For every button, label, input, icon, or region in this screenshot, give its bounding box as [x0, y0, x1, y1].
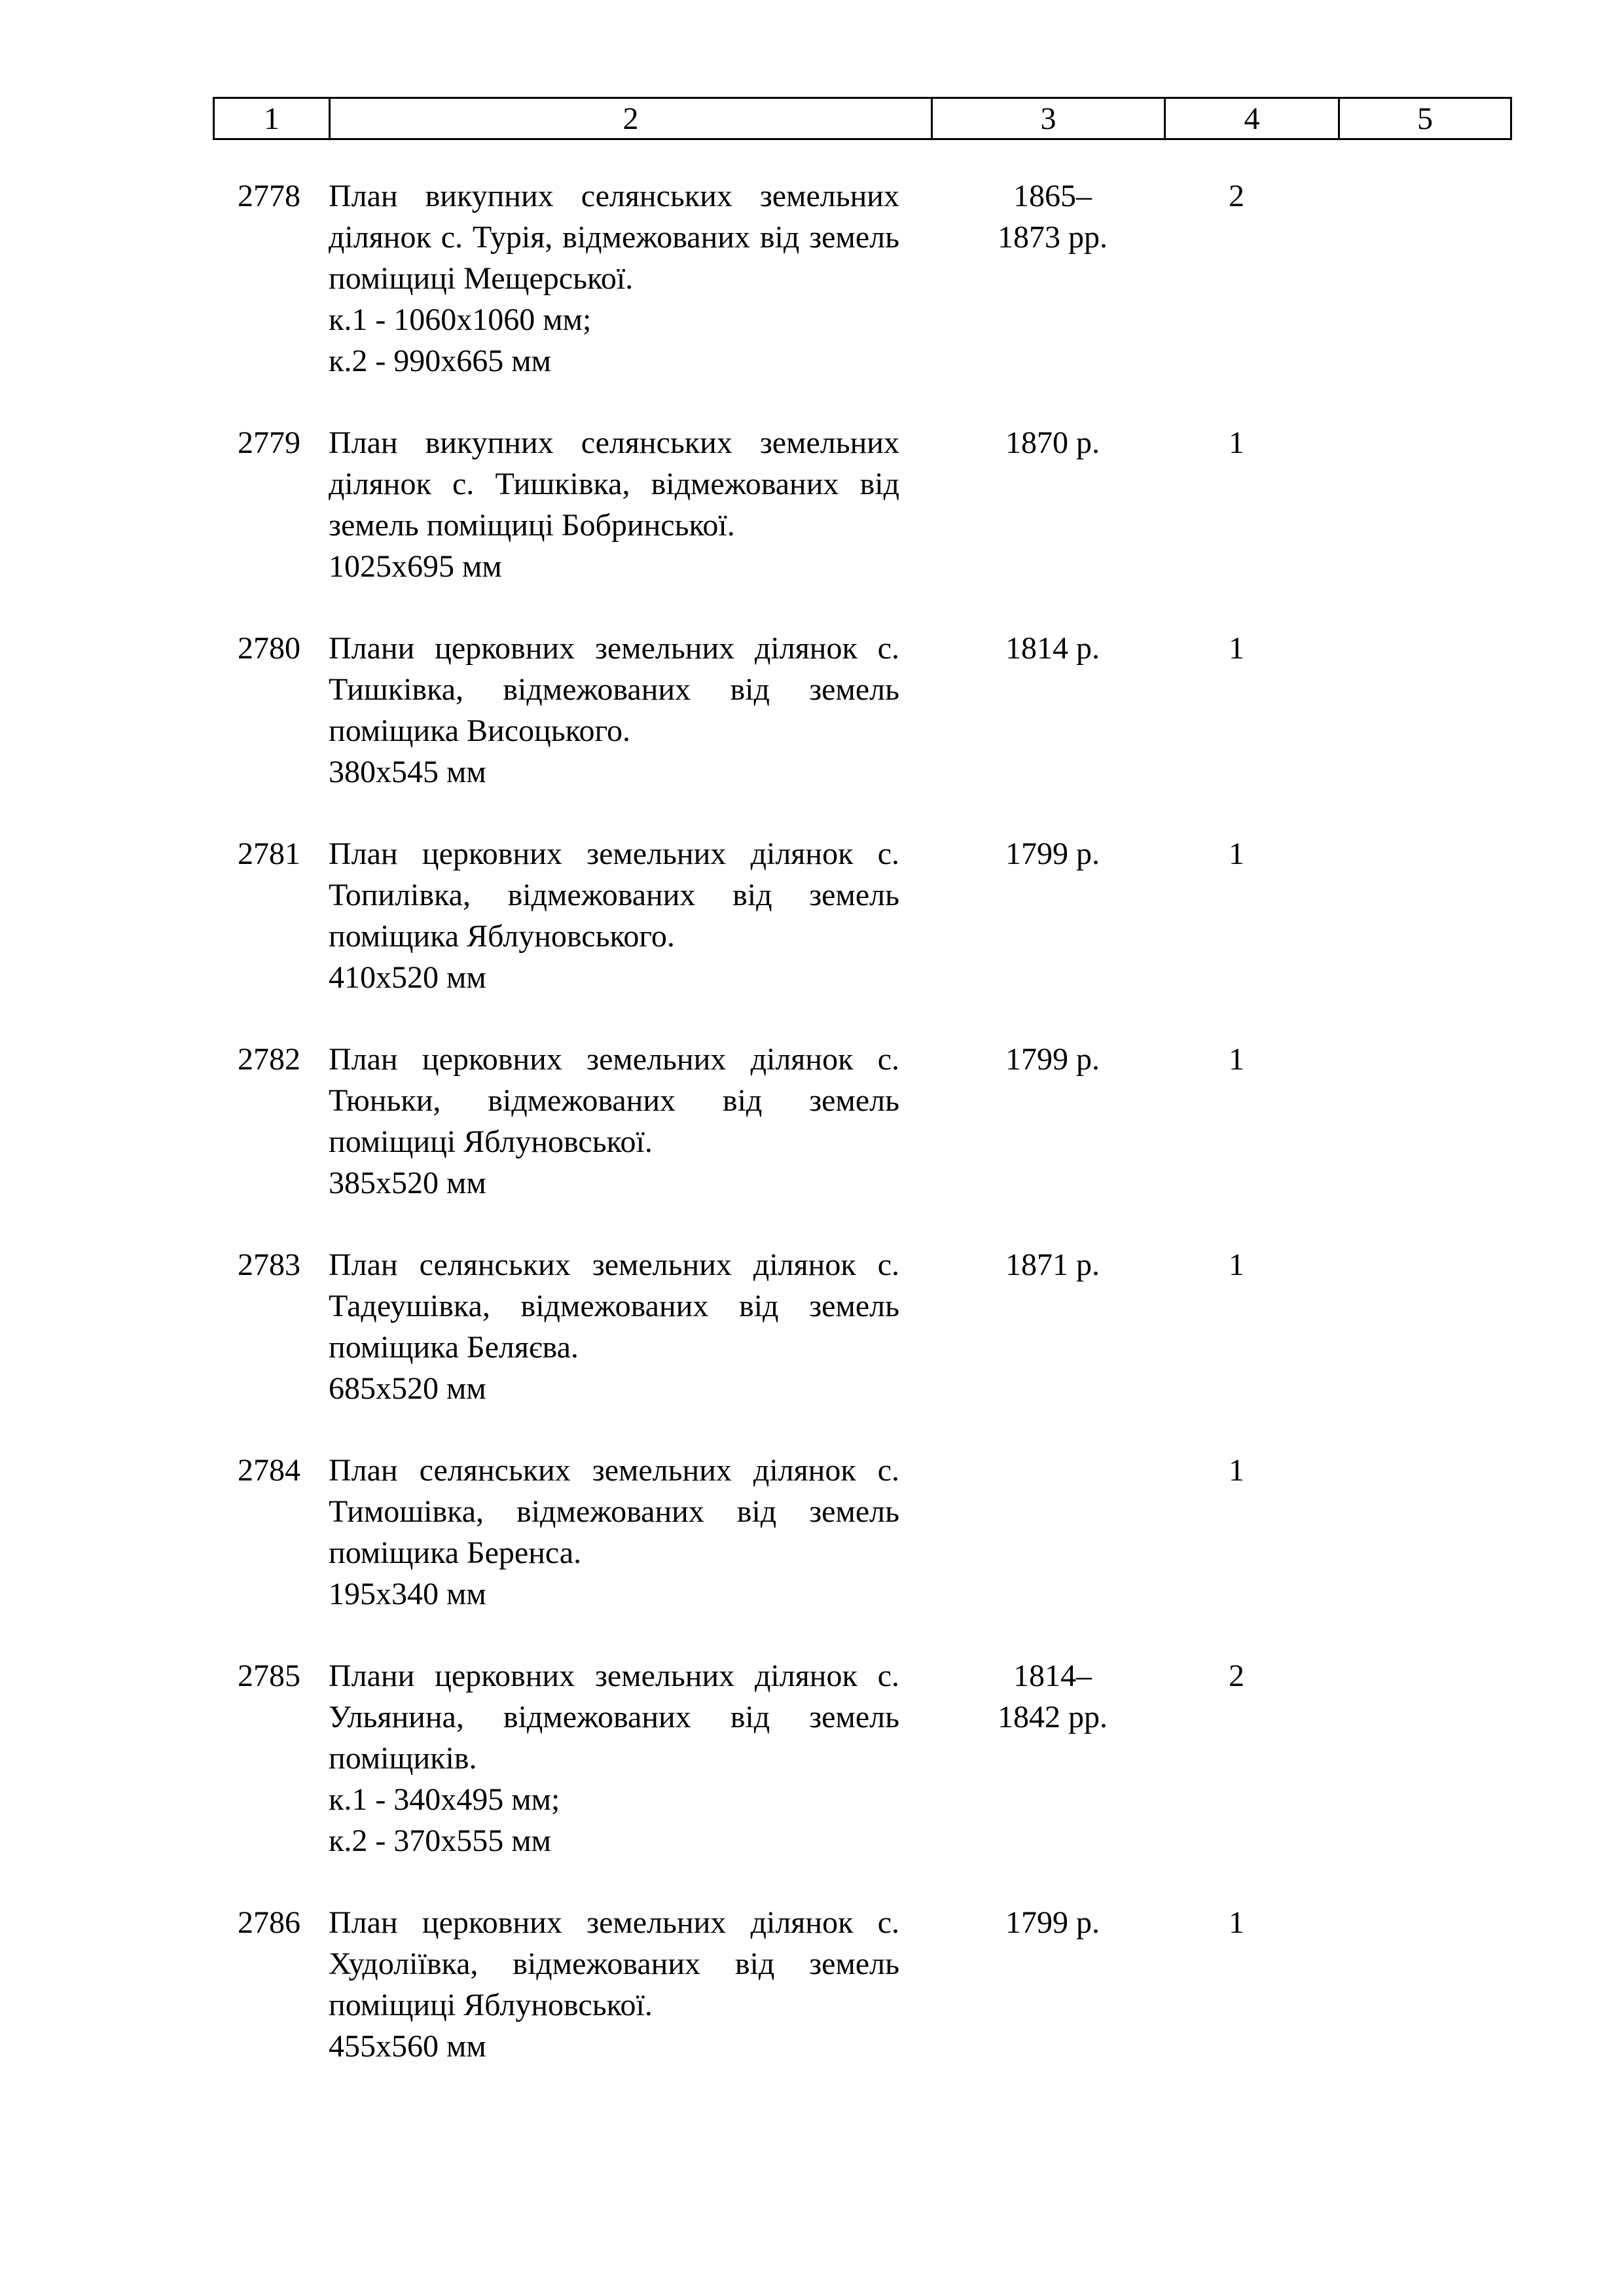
record-note [1299, 1450, 1512, 1615]
record-number: 2786 [238, 1905, 300, 1940]
record-quantity: 2 [1229, 179, 1244, 213]
record-size: к.2 - 370х555 мм [329, 1823, 552, 1858]
record-row [213, 833, 1512, 998]
record-date-line: 1799 р. [1005, 1905, 1100, 1940]
record-date [899, 1039, 1174, 1204]
header-col-4: 4 [1166, 99, 1340, 138]
column-number-header [213, 97, 1512, 140]
record-date-line: 1799 р. [1005, 1042, 1100, 1077]
record-title: План церковних земельних ділянок с. Тюньки, відмежованих від земель поміщиці Яблуновської. [329, 1042, 899, 1159]
record-date-line: 1873 рр. [998, 220, 1108, 255]
record-date [899, 1244, 1174, 1409]
record-size: 385х520 мм [329, 1166, 486, 1200]
record-number: 2779 [238, 425, 300, 460]
record-description [329, 175, 899, 382]
record-title: Плани церковних земельних ділянок с. Тишківка, відмежованих від земель поміщика Висоцького. [329, 631, 899, 748]
record-date [899, 628, 1174, 793]
record-date-line: 1865– [1013, 179, 1092, 213]
record-row [213, 1655, 1512, 1861]
record-size: 380х545 мм [329, 755, 486, 789]
record-description [329, 1039, 899, 1204]
record-row [213, 175, 1512, 382]
record-date-line: 1814 р. [1005, 631, 1100, 666]
record-date [899, 1450, 1174, 1615]
record-quantity: 1 [1229, 1905, 1244, 1940]
record-title: План селянських земельних ділянок с. Тадеушівка, відмежованих від земель поміщика Беляєва. [329, 1247, 899, 1365]
record-date [899, 833, 1174, 998]
record-title: Плани церковних земельних ділянок с. Ульянина, відмежованих від земель поміщиків. [329, 1659, 899, 1776]
record-description [329, 1244, 899, 1409]
record-description [329, 422, 899, 587]
record-note [1299, 175, 1512, 382]
record-note [1299, 422, 1512, 587]
record-row [213, 628, 1512, 793]
header-col-5: 5 [1417, 101, 1433, 136]
record-row [213, 1902, 1512, 2067]
record-number: 2781 [238, 836, 300, 871]
record-size: 685х520 мм [329, 1371, 486, 1406]
record-number: 2784 [238, 1453, 300, 1488]
record-date-line: 1799 р. [1005, 836, 1100, 871]
records-list [213, 175, 1512, 2067]
record-note [1299, 628, 1512, 793]
record-quantity: 1 [1229, 1247, 1244, 1282]
record-note [1299, 1902, 1512, 2067]
record-date [899, 1655, 1174, 1861]
record-size: 1025х695 мм [329, 549, 502, 584]
record-note [1299, 833, 1512, 998]
record-note [1299, 1655, 1512, 1861]
record-title: План церковних земельних ділянок с. Топилівка, відмежованих від земель поміщика Яблуновського. [329, 836, 899, 954]
record-number: 2782 [238, 1042, 300, 1077]
record-number: 2778 [238, 179, 300, 213]
record-note [1299, 1244, 1512, 1409]
record-size: 410х520 мм [329, 960, 486, 995]
record-description [329, 628, 899, 793]
record-quantity: 1 [1229, 1453, 1244, 1488]
record-title: План викупних селянських земельних ділянок с. Тишківка, відмежованих від земель поміщиці Бобринської. [329, 425, 899, 543]
record-quantity: 1 [1229, 836, 1244, 871]
record-size: к.1 - 1060х1060 мм; [329, 302, 592, 337]
record-description [329, 1655, 899, 1861]
record-row [213, 1450, 1512, 1615]
record-row [213, 1039, 1512, 1204]
record-size: к.1 - 340х495 мм; [329, 1782, 560, 1817]
record-note [1299, 1039, 1512, 1204]
record-description [329, 1450, 899, 1615]
record-date [899, 422, 1174, 587]
record-size: 195х340 мм [329, 1577, 486, 1611]
record-number: 2783 [238, 1247, 300, 1282]
record-date [899, 175, 1174, 382]
record-number: 2780 [238, 631, 300, 666]
record-size: к.2 - 990х665 мм [329, 344, 552, 378]
record-title: План викупних селянських земельних ділянок с. Турія, відмежованих від земель поміщиці Мещерської. [329, 179, 899, 296]
record-title: План церковних земельних ділянок с. Худоліївка, відмежованих від земель поміщиці Яблуновської. [329, 1905, 899, 2022]
record-number: 2785 [238, 1659, 300, 1693]
record-row [213, 1244, 1512, 1409]
header-col-1: 1 [215, 99, 331, 138]
header-col-2: 2 [331, 99, 933, 138]
record-row [213, 422, 1512, 587]
record-quantity: 1 [1229, 1042, 1244, 1077]
record-date-line: 1814– [1013, 1659, 1092, 1693]
record-quantity: 2 [1229, 1659, 1244, 1693]
header-col-3: 3 [933, 99, 1166, 138]
record-quantity: 1 [1229, 631, 1244, 666]
record-date-line: 1842 рр. [998, 1700, 1108, 1734]
record-description [329, 833, 899, 998]
record-quantity: 1 [1229, 425, 1244, 460]
record-description [329, 1902, 899, 2067]
record-date-line: 1871 р. [1005, 1247, 1100, 1282]
record-date-line: 1870 р. [1005, 425, 1100, 460]
record-title: План селянських земельних ділянок с. Тимошівка, відмежованих від земель поміщика Беренса. [329, 1453, 899, 1570]
record-size: 455х560 мм [329, 2029, 486, 2064]
record-date [899, 1902, 1174, 2067]
